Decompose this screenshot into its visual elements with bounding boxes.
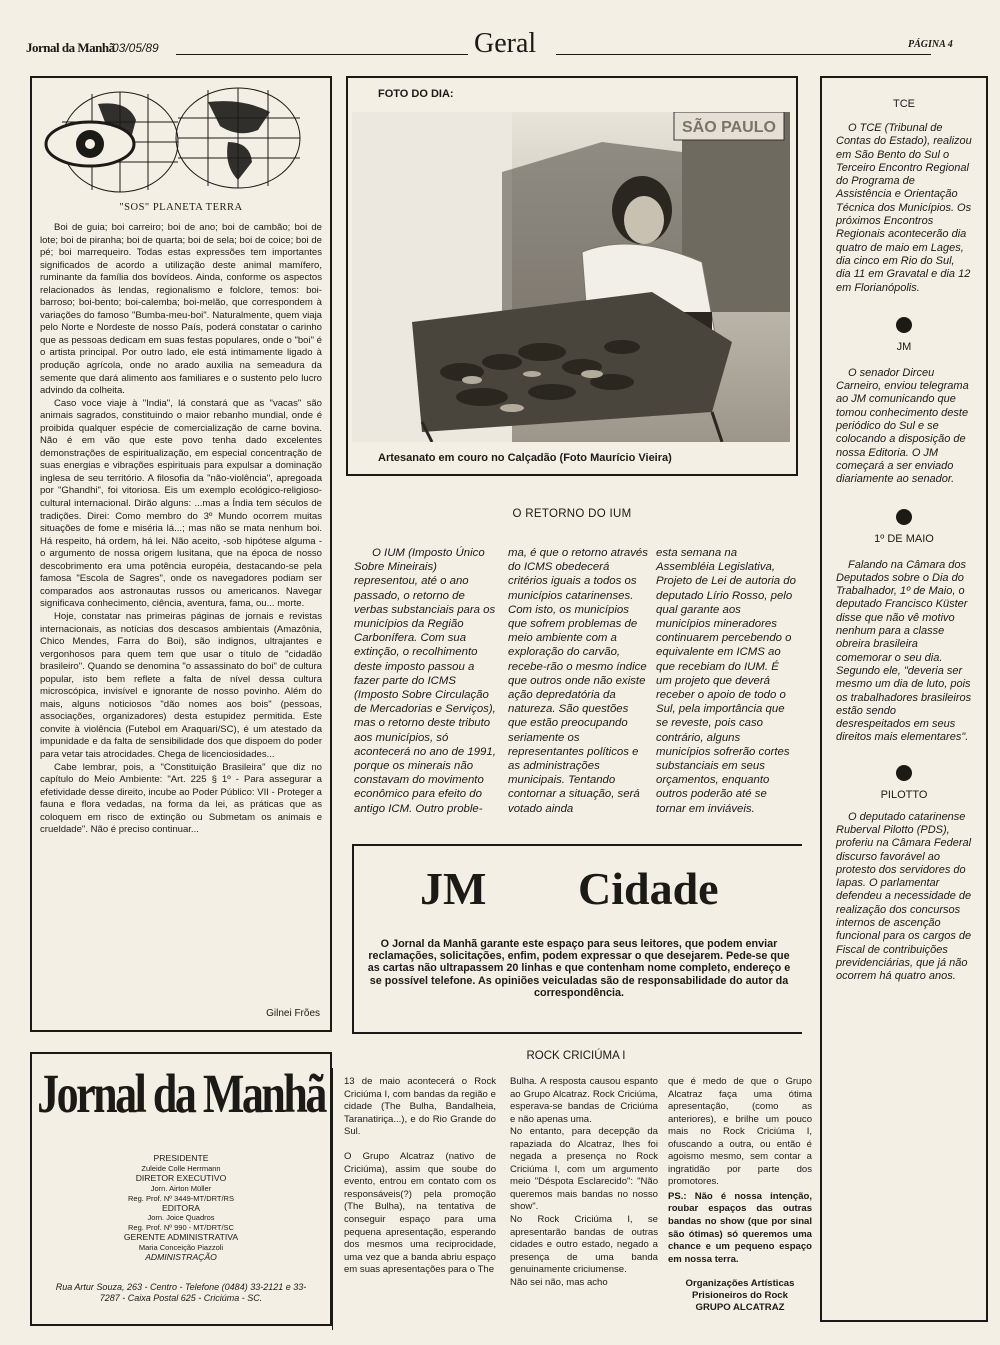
rock-column-3 — [668, 1076, 812, 1314]
photo-caption: Artesanato em couro no Calçadão (Foto Maurício Vieira) — [378, 452, 672, 464]
sos-title: "SOS" PLANETA TERRA — [119, 202, 243, 213]
signature-line: GRUPO ALCATRAZ — [695, 1302, 785, 1314]
bullet-icon — [896, 509, 912, 525]
rock-text: que é medo de que o Grupo Alcatraz faça uma ótima apresentação, (como as anteriores), e brilhe um pouco mais no Rock Criciúma I, ofuscando a outra, ou então é agoismo mesmo, sem contar a ingratidão por parte dos promotores. — [668, 1076, 812, 1188]
ium-text: ma, é que o retorno através do ICMS obedecerá critérios iguais a todos os municípios catarinenses. Com isto, os municípios que sofrem problemas de meio ambiente com a exploração do carvão, recebe-rão o mesmo índice que outros onde não existe ação depredatória da natureza. São questões que estão preocupando seriamente os representantes políticos e as administrações municipais. Tentando contornar a situação, será votado ainda — [508, 547, 648, 815]
artisan-photo — [352, 112, 790, 442]
rock-signature — [668, 1278, 812, 1314]
staff-line: PRESIDENTE — [153, 1153, 209, 1163]
sos-paragraph: Cabe lembrar, pois, a "Constituição Brasileira" que diz no capítulo do Meio Ambiente: "Art. 225 § 1º - Para assegurar a efetividade desse direito, incube ao Poder Público: VII - Proteger a fauna e flora vedadas, na forma da lei, as práticas que as coloquem em risco de extinção ou Submetam os animais e crueldade". Não é preciso continuar... — [40, 761, 322, 836]
staff-line: Jorn. Joice Quadros — [147, 1213, 215, 1223]
ium-text: esta semana na Assembléia Legislativa, Projeto de Lei de autoria do deputado Lírio Rosso, pelo qual garante aos municípios mineradores continuarem percebendo o equivalente em ICMS ao que recebiam do IUM. É um projeto que deverá receber o apoio de todo o Sul, pela importância que se reveste, pois caso contrário, alguns municípios sofrerão cortes substanciais em seus orçamentos, enquanto outros poderão até se tornar em inviáveis. — [656, 547, 796, 815]
signature-line: Organizações Artísticas — [685, 1278, 795, 1290]
staff-line: DIRETOR EXECUTIVO — [135, 1172, 227, 1183]
ium-column-1 — [354, 546, 496, 816]
rock-title: ROCK CRICIÚMA I — [526, 1050, 626, 1062]
sos-article-box — [30, 76, 332, 1032]
sidebar-item-jm — [836, 341, 972, 487]
staff-line: Maria Conceição Piazzoli — [138, 1243, 224, 1253]
section-title: Geral — [474, 28, 537, 59]
sidebar-item-title: TCE — [893, 98, 915, 110]
sidebar-item-text: O deputado catarinense Ruberval Pilotto (PDS), proferiu na Câmara Federal discurso favorável ao protesto dos servidores do Iapas. O parlamentar defendeu a necessidade de realização dos concursos internos de ascenção funcional para os cargos de Fiscal de contribuições previdenciárias, que já não ocorrem há quatro anos. — [836, 810, 972, 983]
store-sign-text: SÃO PAULO — [682, 119, 776, 136]
jm-cidade-box — [352, 844, 802, 1034]
page-header — [26, 30, 976, 60]
bullet-icon — [896, 765, 912, 781]
rock-column-1: 13 de maio acontecerá o Rock Criciúma I, com bandas da região e cidade (The Bulha, Bandalheia, Taranatiriça...), e do Rio Grande do Sul. O Grupo Alcatraz (nativo de Criciúma), assim que soube do evento, entrou em contato com os responsáveis(?) pela promoção (The Bulha), na tentativa de conseguir espaço para uma pequena apresentação, esperando dos mesmos uma reciprocidade, uma vez que a banda abriu espaço em suas apresentações para o The — [344, 1076, 496, 1276]
jm-cidade-notice: O Jornal da Manhã garante este espaço para seus leitores, que podem enviar reclamações, solicitações, enfim, podem expressar o que desejarem. Pede-se que as cartas não ultrapassem 20 linhas e que contenham nome completo, endereço e se possível telefone. As opiniões veiculadas são de responsabilidade do autor da correspondência. — [367, 938, 791, 999]
staff-line: ADMINISTRAÇÃO — [145, 1252, 217, 1263]
staff-line: Reg. Prof. Nº 990 - MT/DRT/SC — [128, 1223, 234, 1233]
staff-list — [32, 1154, 330, 1263]
photo-box — [346, 76, 798, 476]
signature-line: Prisioneiros do Rock — [692, 1290, 788, 1302]
staff-line: Jorn. Airton Müller — [150, 1183, 212, 1193]
masthead-small: Jornal da Manhã — [26, 40, 115, 55]
sos-author: Gilnei Frões — [266, 1008, 320, 1019]
sos-paragraph: Hoje, constatar nas primeiras páginas de jornais e revistas internacionais, as notícias dos descasos ambientais (Amazônia, Chico Mendes, Farra do Boi), são indignos, ultrajantes e vergonhosos para quem tem que usar o título de "cidadão brasileiro". Quando se denomina "o assassinato do boi" de cultura popular, isto bem reflete a falta de nível dessa cultura microscópica, invisível e ignorante de nosso povinho. Além do mais, alguns noticiosos "dão nomes aos bois" (pessoas, associações, organizadores) desta estupidez permitida. Este convite à violência (Futebol em Araquari/SC), é um atestado da impunidade e da falta de sensibilidade dos que dispoem do poder para vetar tais atrocidades. Chega de licenciosidades... — [40, 610, 322, 760]
rock-ps: PS.: Não é nossa intenção, roubar espaços das outras bandas no show (que por sinal são ótimas) só queremos uma chance e um pequeno espaço em nossa terra. — [668, 1190, 812, 1265]
sidebar-item-title: JM — [896, 340, 912, 353]
staff-line: GERENTE ADMINISTRATIVA — [123, 1232, 239, 1243]
sos-body — [40, 222, 322, 837]
staff-address: Rua Artur Souza, 263 - Centro - Telefone (0484) 33-2121 e 33-7287 - Caixa Postal 625 - Criciúma - SC. — [55, 1282, 307, 1303]
header-rule-right — [556, 54, 931, 55]
page-number: PÁGINA 4 — [908, 39, 953, 50]
sidebar-item-title: 1º DE MAIO — [874, 532, 934, 545]
ium-column-2 — [508, 546, 648, 816]
news-sidebar — [820, 76, 988, 1322]
header-rule-left — [176, 54, 468, 55]
ium-title: O RETORNO DO IUM — [512, 508, 632, 520]
staff-line: EDITORA — [161, 1202, 201, 1213]
sidebar-item-title: PILOTTO — [880, 788, 928, 801]
jornal-logo: Jornal da Manhã — [37, 1063, 325, 1125]
rock-column-2: Bulha. A resposta causou espanto ao Grupo Alcatraz. Rock Criciúma, esperava-se bandas de Criciúma e não apenas uma. No entanto, para decepção da rapaziada do Alcatraz, lhes foi negada a presença no Rock Criciúma I, com um argumento meio "Déspota Esclarecido": "Não queremos mais bandas no nosso show". No Rock Criciúma I, se apresentarão bandas de outras cidades e outro estado, negado a presença de uma banda genuinamente criciumense. Não sei não, mas acho — [510, 1076, 658, 1288]
ium-text: O IUM (Imposto Único Sobre Mineirais) representou, até o ano passado, o retorno de verbas substanciais para os municípios da Região Carbonífera. Com sua extinção, o recolhimento deste imposto passou a fazer parte do ICMS (Imposto Sobre Circulação de Mercadorias e Serviços), mas o retorno deste tributo aos municípios, só acontecerá no ano de 1991, porque os minerais não constavam do movimento econômico para efeito do antigo ICM. Outro proble- — [354, 547, 496, 815]
jm-cidade-title-right: Cidade — [578, 863, 719, 914]
photo-label: FOTO DO DIA: — [378, 88, 454, 100]
staff-line: Zuleide Colle Herrmann — [141, 1163, 221, 1173]
ium-column-3 — [656, 546, 796, 816]
staff-box — [30, 1052, 332, 1326]
world-map-eye-logo — [38, 82, 324, 200]
sidebar-item-maio — [836, 533, 972, 745]
staff-line: Reg. Prof. Nº 3449-MT/DRT/RS — [128, 1193, 234, 1203]
sos-paragraph: Caso voce viaje à "India", lá constará que as "vacas" são animais sagrados, constituindo o maior rebanho mundial, onde é proibida qualquer espécie de comercialização de carne bovina. Não é em vão que este povo tenha dado excelentes demonstrações de espiritualização, em especial concentração de suas energias e vibrações espirituais para expulsar a dominação inglesa de seu território. A filosofia da "não-violência", apregoada por "Ghandhi", foi vitoriosa. Eis um exemplo ecológico-religioso-cultural internacional. Dirão alguns: ...mas a Índia tem séculos de tradições. Direi: Como membro do 3º Mundo ocorrem muitas situações de fome e miséria lá...; mas não se mata nenhum boi. Há respeito, há ordem, há lei. Não aceito, -sob hipótese alguma - o argumento de nossa origem lusitana, que na época de nosso descobrimento era uma potência européia, destacando-se pela famosa "Escola de Sagres", onde os navegadores podiam ser comparados aos astronautas russos ou americanos. Navegar significava conhecimento, ciência, aventura, fama, ou... morte. — [40, 397, 322, 610]
sidebar-item-pilotto — [836, 789, 972, 984]
bullet-icon — [896, 317, 912, 333]
sidebar-item-tce — [836, 98, 972, 295]
jm-cidade-title-left: JM — [420, 863, 487, 914]
issue-date: 03/05/89 — [112, 41, 159, 55]
sos-paragraph: Boi de guia; boi carreiro; boi de ano; boi de cambão; boi de lote; boi de piranha; boi de quarta; boi de sela; boi de coice; boi de pé; boi marrequeiro. Todas estas expressões tem importantes significados de acordo a utilização deste animal mamífero, ruminante da família dos bovídeos. Ainda, conforme os aspectos relacionados às lendas, regionalismo e folclore, temos: boi-barroso; boi-bento; boi-calemba; boi-melão, que correspondem à variações do famoso "Bumba-meu-boi". Naturalmente, quem viaja pelo Norte e Nordeste de nosso País, poderá constatar o carinho que as pessoas dedicam em suas festas populares, onde o "boi" é o artista principal. Por outro lado, ele está intimamente ligado à produção agrícola, onde no arado auxilia na semeadura da semente que dará alimento aos familiares e o sustento pelo lucro advindo da colheita. — [40, 222, 322, 397]
sidebar-item-text: Falando na Câmara dos Deputados sobre o Dia do Trabalhador, 1º de Maio, o deputado Francisco Küster disse que não vê motivo nenhum para a classe obreira brasileira comemorar o seu dia. Segundo ele, "deveria ser mesmo um dia de luto, pois os trabalhadores brasileiros estão sendo desrespeitados em seus direitos mais elementares". — [836, 558, 972, 744]
rock-rule-left — [332, 1068, 333, 1330]
sidebar-item-text: O TCE (Tribunal de Contas do Estado), realizou em São Bento do Sul o Terceiro Encontro Regional do Programa de Assistência e Orientação Técnica dos Municípios. Os próximos Encontros Regionais acontecerão dia quatro de maio em Lages, dia cinco em Rio do Sul, dia 11 em Gravatal e dia 12 em Florianópolis. — [836, 122, 972, 294]
sidebar-item-text: O senador Dirceu Carneiro, enviou telegrama ao JM comunicando que tomou conhecimento deste periódico do Sul e se colocando a disposição de nossa Editoria. O JM começará a ser enviado diariamente ao senador. — [836, 366, 969, 486]
